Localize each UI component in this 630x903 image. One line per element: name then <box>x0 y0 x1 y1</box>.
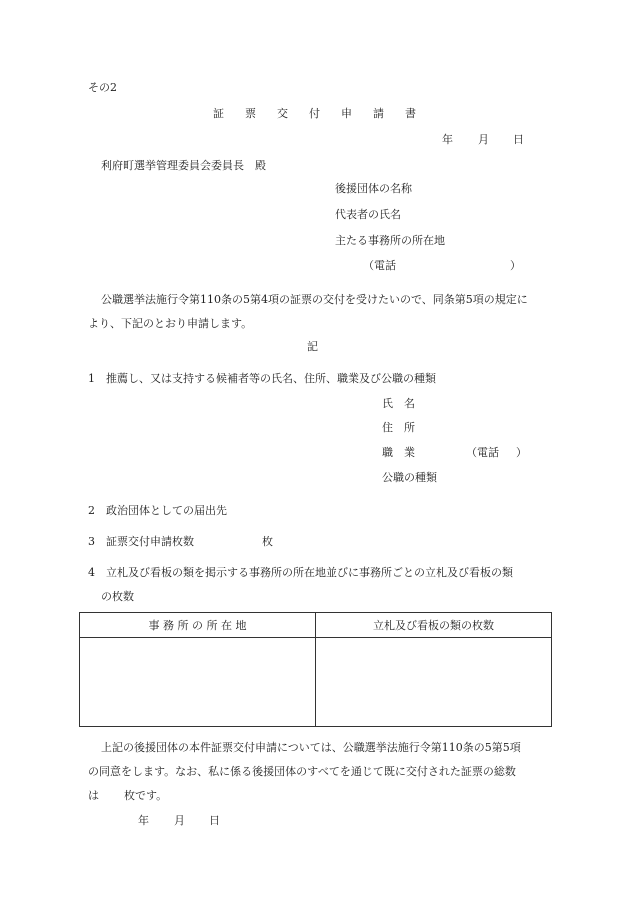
date-year: 年 <box>442 133 453 146</box>
office-signboard-table <box>79 612 552 727</box>
signboard-count-cell <box>316 638 552 727</box>
item-1-text: 1 推薦し、又は支持する候補者等の氏名、住所、職業及び公職の種類 <box>88 372 436 385</box>
office-address-column-header: 事 務 所 の 所 在 地 <box>80 613 316 638</box>
office-type-label: 公職の種類 <box>382 471 437 484</box>
signboard-count-column-header: 立札及び看板の類の枚数 <box>316 613 552 638</box>
footer-date-year: 年 <box>138 814 149 827</box>
phone-label: （電話 <box>363 259 396 272</box>
representative-label: 代表者の氏名 <box>335 208 401 221</box>
form-number: その2 <box>88 81 117 94</box>
candidate-occupation-label: 職 業 <box>382 446 415 459</box>
title-char: 書 <box>405 107 416 120</box>
table-header-row <box>80 613 552 638</box>
intro-line: 公職選挙法施行令第110条の5第4項の証票の交付を受けたいので、同条第5項の規定に <box>101 293 528 306</box>
candidate-name-label: 氏 名 <box>382 397 415 410</box>
item-4-line: 4 立札及び看板の類を掲示する事務所の所在地並びに事務所ごとの立札及び看板の類 <box>88 566 513 579</box>
office-address-label: 主たる事務所の所在地 <box>335 234 445 247</box>
consent-line-prefix: は <box>88 789 99 802</box>
date-month: 月 <box>478 133 489 146</box>
title-char: 付 <box>309 107 320 120</box>
addressee: 利府町選挙管理委員会委員長 殿 <box>101 159 266 172</box>
item-3-text: 3 証票交付申請枚数 <box>88 535 194 548</box>
table-row <box>80 638 552 727</box>
title-char: 証 <box>213 107 224 120</box>
title-char: 票 <box>245 107 256 120</box>
candidate-phone-close: ） <box>516 446 527 459</box>
group-name-label: 後援団体の名称 <box>335 182 412 195</box>
phone-close: ） <box>510 259 521 272</box>
consent-line-suffix: 枚です。 <box>124 789 168 802</box>
office-address-cell <box>80 638 316 727</box>
title-char: 交 <box>277 107 288 120</box>
item-3-unit: 枚 <box>262 535 273 548</box>
footer-date-day: 日 <box>209 814 220 827</box>
date-day: 日 <box>513 133 524 146</box>
consent-line: 上記の後援団体の本件証票交付申請については、公職選挙法施行令第110条の5第5項 <box>101 741 521 754</box>
candidate-phone-label: （電話 <box>466 446 499 459</box>
consent-line: の同意をします。なお、私に係る後援団体のすべてを通じて既に交付された証票の総数 <box>88 765 516 778</box>
title-char: 請 <box>373 107 384 120</box>
item-2-text: 2 政治団体としての届出先 <box>88 504 227 517</box>
candidate-address-label: 住 所 <box>382 421 415 434</box>
intro-line: より、下記のとおり申請します。 <box>88 317 253 330</box>
item-4-line: の枚数 <box>101 590 134 603</box>
title-char: 申 <box>341 107 352 120</box>
footer-date-month: 月 <box>174 814 185 827</box>
ki-heading: 記 <box>307 340 318 353</box>
